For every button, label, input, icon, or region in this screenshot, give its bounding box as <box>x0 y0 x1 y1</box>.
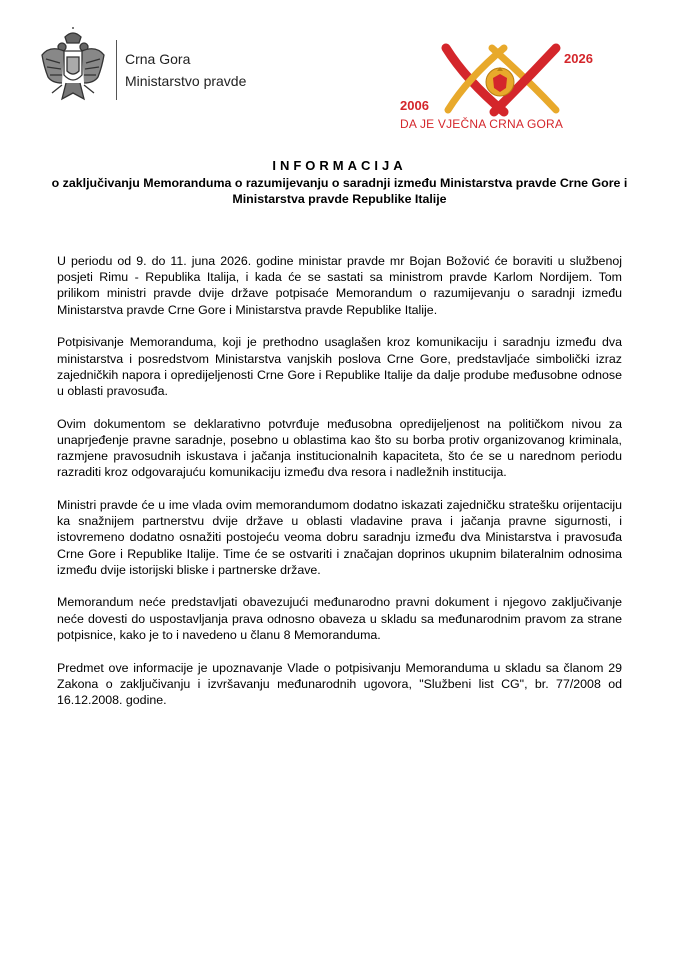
anniversary-slogan: DA JE VJEČNA CRNA GORA <box>400 117 564 131</box>
year-end-label: 2026 <box>564 51 593 66</box>
paragraph-strategic: Ministri pravde će u ime vlada ovim memorandumom dodatno iskazati zajedničku stratešku orijentaciju ka snažnijem partnerstvu dvije države u oblasti vladavine prava i jačanja pravne sigurnosti, i istovremeno dodatno osnažiti postojeću veoma dobru saradnju između dva Ministarstva i pravosuđa Crne Gore i Republike Italije. Time će se ostvariti i značajan doprinos ukupnim bilateralnim odnosima između dvije istorijski bliske i partnerske države. <box>57 497 622 577</box>
ministry-name <box>125 48 246 92</box>
anniversary-logo <box>396 40 606 136</box>
org-line-country: Crna Gora <box>125 51 191 67</box>
year-start-label: 2006 <box>400 98 429 113</box>
org-line-ministry: Ministarstvo pravde <box>125 73 247 89</box>
paragraph-purpose: Predmet ove informacije je upoznavanje Vlade o potpisivanju Memoranduma u skladu sa članom 29 Zakona o zaključivanju i izvršavanju međunarodnih ugovora, "Službeni list CG", br. 77/2008 od 16.12.2008. godine. <box>57 660 622 707</box>
montenegro-coat-of-arms-icon <box>38 27 108 109</box>
document-title-block <box>40 158 639 207</box>
header-divider <box>116 40 117 100</box>
document-subtitle: o zaključivanju Memoranduma o razumijevanju o saradnji između Ministarstva pravde Crne Gore i Ministarstva pravde Republike Italije <box>51 176 628 206</box>
paragraph-legal-status: Memorandum neće predstavljati obavezujući međunarodno pravni dokument i njegovo zaključivanje neće dovesti do uspostavljanja prava odnosno obaveza u skladu sa međunarodnim pravom za strane potpisnice, kako je to i navedeno u članu 8 Memoranduma. <box>57 595 622 642</box>
document-body <box>57 253 622 725</box>
paragraph-visit: U periodu od 9. do 11. juna 2026. godine ministar pravde mr Bojan Božović će boraviti u službenoj posjeti Rimu - Republika Italija, i kada će se sastati sa ministrom pravde Karlom Nordijem. Tom prilikom ministri pravde dvije države potpisaće Memorandum o razumijevanju o saradnji između Ministarstva pravde Crne Gore i Ministarstva pravde Republike Italije. <box>57 254 622 317</box>
paragraph-cooperation: Ovim dokumentom se deklarativno potvrđuje međusobna opredijeljenost na političkom nivou za unaprjeđenje pravne saradnje, posebno u oblastima kao što su borba protiv organizovanog kriminala, razmjene pravosudnih iskustava i jačanja institucionalnih kapaciteta, što će se u narednom periodu razraditi kroz odgovarajuću komunikaciju između dva resora i nadležnih institucija. <box>57 416 622 480</box>
paragraph-signing: Potpisivanje Memoranduma, koji je prethodno usaglašen kroz komunikaciju i saradnju između dva ministarstva i posredstvom Ministarstva vanjskih poslova Crne Gore, predstavljaće simbolički izraz zajedničkih napora i opredijeljenosti Crne Gore i Republike Italije da dalje prodube međusobne odnose u oblasti pravosuđa. <box>57 335 622 398</box>
document-title: INFORMACIJA <box>272 158 407 173</box>
document-header <box>0 0 679 150</box>
